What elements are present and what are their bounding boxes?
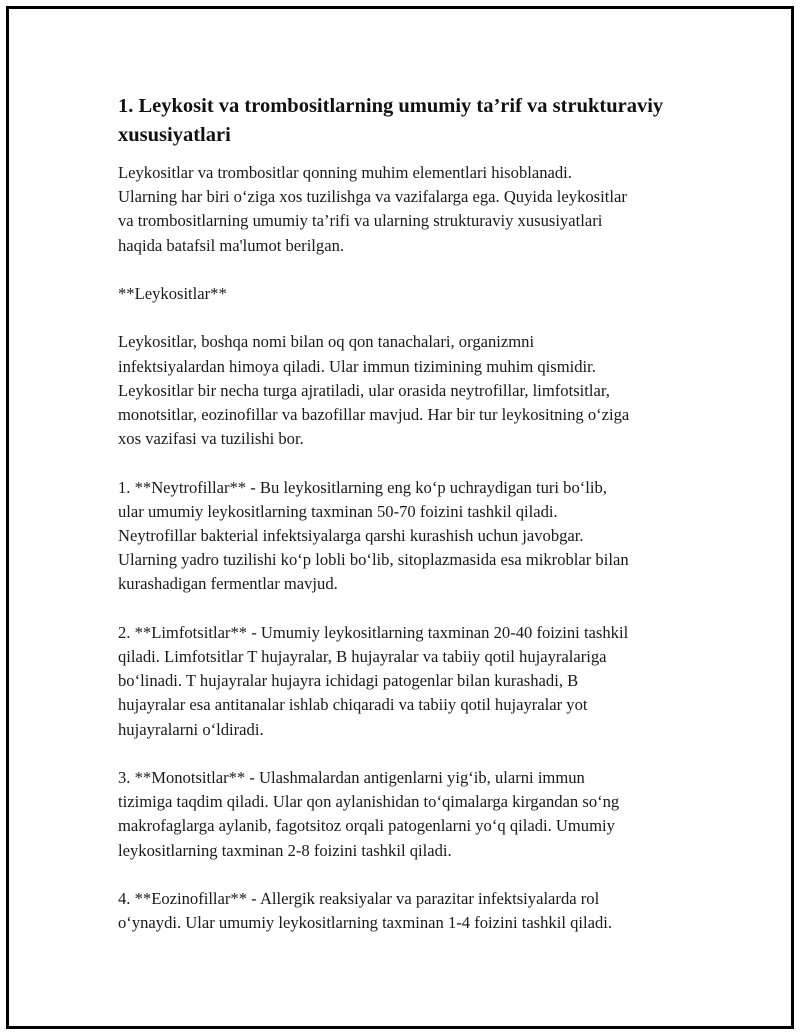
text-line: kurashadigan fermentlar mavjud. [118,574,338,594]
list-item-monocytes [118,766,698,863]
text-line: monotsitlar, eozinofillar va bazofillar mavjud. Har bir tur leykositning o‘ziga [118,405,630,424]
heading-line: 1. Leykosit va trombositlarning umumiy ta’rif va strukturaviy [118,95,664,117]
list-item-eosinophils [118,887,698,935]
text-line: Leykositlar bir necha turga ajratiladi, ular orasida neytrofillar, limfotsitlar, [118,380,610,400]
text-line: qiladi. Limfotsitlar T hujayralar, B hujayralar va tabiiy qotil hujayralariga [118,647,607,666]
text-line: hujayralar esa antitanalar ishlab chiqaradi va tabiiy qotil hujayralar yot [118,695,588,715]
text-line: leykositlarning taxminan 2-8 foizini tashkil qiladi. [118,840,452,860]
text-line: 4. **Eozinofillar** - Allergik reaksiyalar va parazitar infektsiyalarda rol [118,889,600,908]
text-line: bo‘linadi. T hujayralar hujayra ichidagi patogenlar bilan kurashadi, B [118,671,579,691]
text-line: **Leykositlar** [118,284,227,303]
text-line: ular umumiy leykositlarning taxminan 50-70 foizini tashkil qiladi. [118,501,558,521]
subheading-paragraph [118,282,698,306]
text-line: Ularning yadro tuzilishi ko‘p lobli bo‘lib, sitoplazmasida esa mikroblar bilan [118,550,629,570]
text-line: tizimiga taqdim qiladi. Ular qon aylanishidan to‘qimalarga kirgandan so‘ng [118,792,620,812]
text-line: va trombositlarning umumiy ta’rifi va ularning strukturaviy xususiyatlari [118,211,603,231]
text-line: 2. **Limfotsitlar** - Umumiy leykositlarning taxminan 20-40 foizini tashkil [118,622,629,642]
text-line: hujayralarni o‘ldiradi. [118,719,264,739]
text-line: Ularning har biri o‘ziga xos tuzilishga va vazifalarga ega. Quyida leykositlar [118,187,627,207]
list-item-lymphocytes [118,621,698,742]
intro-paragraph [118,161,698,258]
text-line: Neytrofillar bakterial infektsiyalarga qarshi kurashish uchun javobgar. [118,526,584,545]
text-line: Leykositlar, boshqa nomi bilan oq qon tanachalari, organizmni [118,332,535,352]
document-body [118,92,698,960]
heading-line: xususiyatlari [118,124,231,146]
text-line: xos vazifasi va tuzilishi bor. [118,429,304,449]
text-line: o‘ynaydi. Ular umumiy leykositlarning taxminan 1-4 foizini tashkil qiladi. [118,913,613,933]
leukocytes-paragraph [118,330,698,451]
text-line: infektsiyalardan himoya qiladi. Ular immun tizimining muhim qismidir. [118,356,596,376]
text-line: 3. **Monotsitlar** - Ulashmalardan antigenlarni yig‘ib, ularni immun [118,768,585,787]
text-line: Leykositlar va trombositlar qonning muhim elementlari hisoblanadi. [118,163,572,182]
section-heading [118,92,698,150]
text-line: makrofaglarga aylanib, fagotsitoz orqali patogenlarni yo‘q qiladi. Umumiy [118,816,615,836]
text-line: haqida batafsil ma'lumot berilgan. [118,235,345,255]
list-item-neutrophils [118,476,698,597]
text-line: 1. **Neytrofillar** - Bu leykositlarning eng ko‘p uchraydigan turi bo‘lib, [118,477,607,497]
